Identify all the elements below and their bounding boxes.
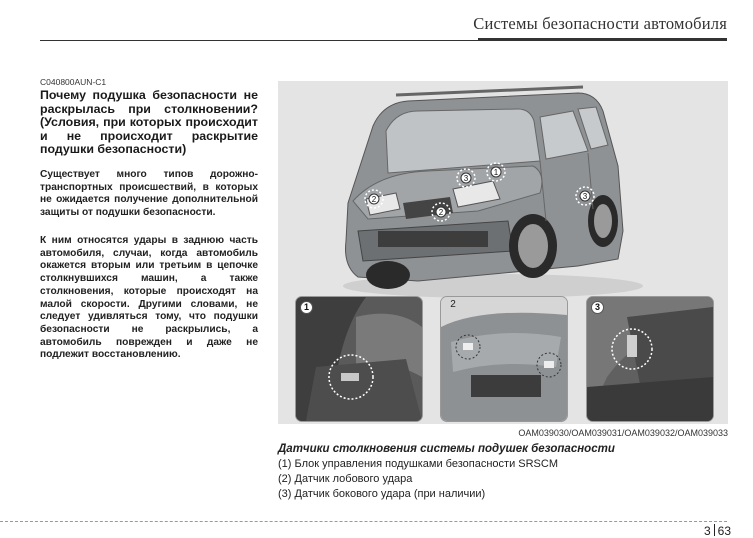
inset-3-number: 3 [591,301,604,314]
figure-code: OAM039030/OAM039031/OAM039032/OAM039033 [518,428,728,438]
header-title: Системы безопасности автомобиля [473,14,727,33]
caption-item-2: (2) Датчик лобового удара [278,473,413,485]
page-number [704,524,731,538]
inset-3 [586,296,714,422]
caption-item-1: (1) Блок управления подушками безопасности SRSCM [278,458,559,470]
inset-2-number: 2 [450,299,456,310]
paragraph-1: Существует много типов дорожно-транспортных происшествий, в которых не ожидается получение дополнительной защиты от подушки безопасности. [40,169,258,219]
inset-1-number: 1 [300,301,313,314]
callout-label-3b: 3 [582,192,588,201]
chapter-number: 3 [703,524,711,538]
callout-label-2b: 2 [438,208,444,217]
callout-label-1: 1 [493,168,499,177]
section-heading: Почему подушка безопасности не раскрылась при столкновении? (Условия, при которых происходит и не происходит раскрытие подушки безопасности) [40,88,258,157]
callout-label-2a: 2 [371,195,377,204]
footer-rule [0,521,727,522]
header-rule-accent [478,38,727,41]
callout-label-3a: 3 [463,174,469,183]
page-index: 63 [717,524,731,538]
caption-item-3: (3) Датчик бокового удара (при наличии) [278,488,486,500]
page-separator [714,524,715,536]
paragraph-2: К ним относятся удары в заднюю часть автомобиля, случаи, когда автомобиль окажется вторым или третьим в цепочке столкнувшихся машин, а также столкновения, которые происходят на малой скорости. Другими словами, не следует удивляться тому, что подушки безопасности не раскрылись, а автомобиль поврежден и даже не подлежит восстановлению. [40,235,258,361]
caption-title: Датчики столкновения системы подушек безопасности [278,443,615,455]
inset-1 [295,296,423,422]
section-code: C040800AUN-C1 [40,77,107,87]
inset-2 [440,296,568,422]
